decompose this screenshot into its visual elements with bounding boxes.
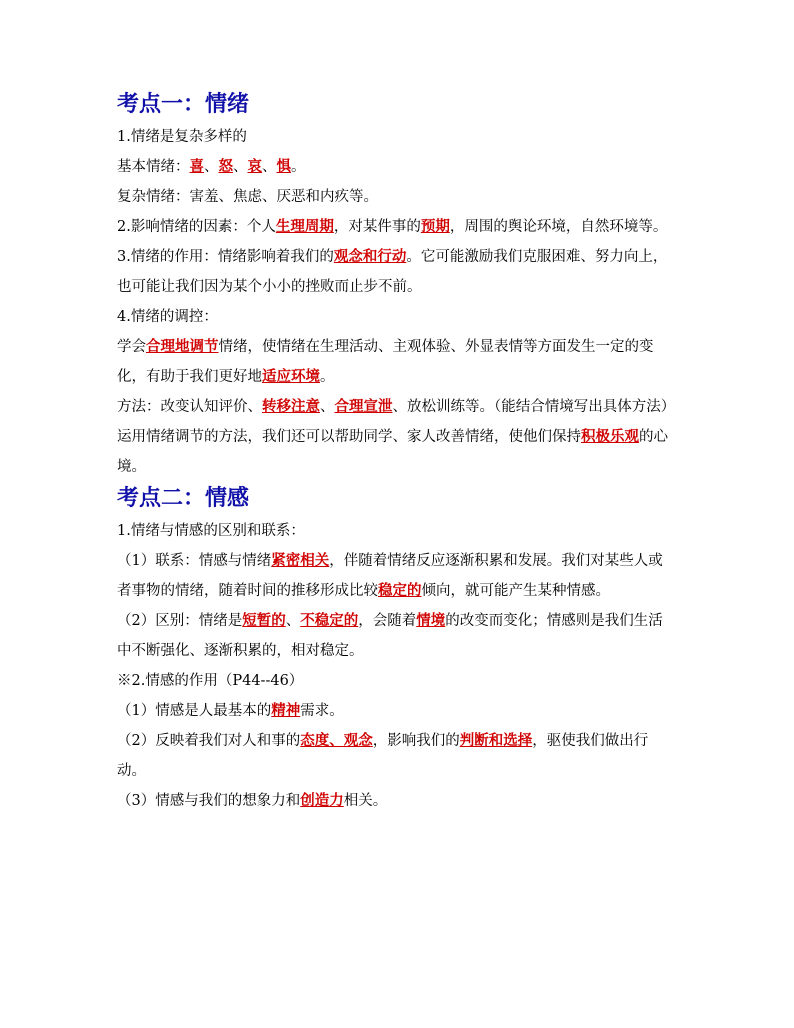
text-run: 的改变而变化；情感则是我们生活中不断强化、逐渐积累的，相对稳定。 [117,613,663,659]
text-run: 复杂情绪：害羞、焦虑、厌恶和内疚等。 [117,189,378,205]
text-run: ，对某件事的 [333,219,421,235]
text-run: 。 [320,369,335,385]
paragraph [117,726,677,786]
text-run: ，影响我们的 [372,733,460,749]
key-term: 适应环境 [262,368,320,385]
key-term: 稳定的 [378,582,422,599]
paragraph [117,392,677,422]
text-run: 、 [262,159,277,175]
key-term: 合理地调节 [146,338,219,355]
text-run: ，会随着 [358,613,417,629]
text-run: 方法：改变认知评价、 [117,399,262,415]
paragraph [117,332,677,392]
key-term: 短暂的 [242,612,286,629]
text-run: ※2.情感的作用（P44--46） [117,673,304,689]
paragraph [117,242,677,302]
text-run: 、 [285,613,301,629]
text-run: 、 [204,159,219,175]
key-term: 情境 [416,612,446,629]
text-run: 相关。 [343,793,388,809]
key-term: 态度、观念 [300,732,373,749]
paragraph [117,516,677,546]
text-run: 、放松训练等。（能结合情境写出具体方法） [392,399,676,415]
paragraph [117,182,677,212]
text-run: 的心境。 [117,429,668,475]
text-run: （2）区别：情绪是 [117,613,243,629]
key-term: 判断和选择 [459,732,533,749]
text-run: 运用情绪调节的方法，我们还可以帮助同学、家人改善情绪，使他们保持 [117,429,581,445]
key-term: 怒 [218,158,233,175]
section-heading: 考点二：情感 [117,486,250,511]
paragraph [117,122,677,152]
text-run: 学会 [117,339,146,355]
key-term: 精神 [271,702,301,719]
text-run: （3）情感与我们的想象力和 [117,793,301,809]
text-run: 基本情绪： [117,159,190,175]
key-term: 生理周期 [275,218,334,235]
text-run: 、 [320,399,335,415]
key-term: 合理宣泄 [334,398,393,415]
key-term: 喜 [189,158,204,175]
paragraph [117,212,677,242]
key-term: 转移注意 [262,398,320,415]
paragraph [117,696,677,726]
text-run: 倾向，就可能产生某种情感。 [421,583,610,599]
paragraph [117,666,677,696]
paragraph [117,152,677,182]
key-term: 创造力 [300,792,344,809]
section-heading: 考点一：情绪 [117,92,250,117]
text-run: 4.情绪的调控： [117,309,218,325]
text-run: 情绪，使情绪在生理活动、主观体验、外显表情等方面发生一定的变化，有助于我们更好地 [117,339,654,385]
text-run: 3.情绪的作用：情绪影响着我们的 [117,249,334,265]
text-run: 。它可能激励我们克服困难、努力向上，也可能让我们因为某个小小的挫败而止步不前。 [117,249,668,295]
text-run: 。 [291,159,306,175]
text-run: （1）联系：情感与情绪 [117,553,272,569]
paragraph [117,546,677,606]
key-term: 积极乐观 [581,428,639,445]
key-term: 观念和行动 [333,248,407,265]
text-run: 1.情绪是复杂多样的 [117,129,247,145]
text-run: （1）情感是人最基本的 [117,703,272,719]
text-run: 2.影响情绪的因素：个人 [117,219,276,235]
key-term: 不稳定的 [300,612,359,629]
text-run: ，驱使我们做出行动。 [117,733,649,779]
key-term: 紧密相关 [271,552,330,569]
text-run: 、 [233,159,248,175]
document-content [117,88,677,816]
key-term: 预期 [420,218,450,235]
key-term: 惧 [276,158,291,175]
text-run: ，周围的舆论环境，自然环境等。 [449,219,668,235]
text-run: （2）反映着我们对人和事的 [117,733,301,749]
text-run: 1.情绪与情感的区别和联系： [117,523,305,539]
text-run: 需求。 [300,703,344,719]
text-run: ，伴随着情绪反应逐渐积累和发展。我们对某些人或者事物的情绪，随着时间的推移形成比较 [117,553,663,599]
paragraph [117,786,677,816]
paragraph [117,302,677,332]
key-term: 哀 [247,158,262,175]
paragraph [117,422,677,482]
paragraph [117,606,677,666]
